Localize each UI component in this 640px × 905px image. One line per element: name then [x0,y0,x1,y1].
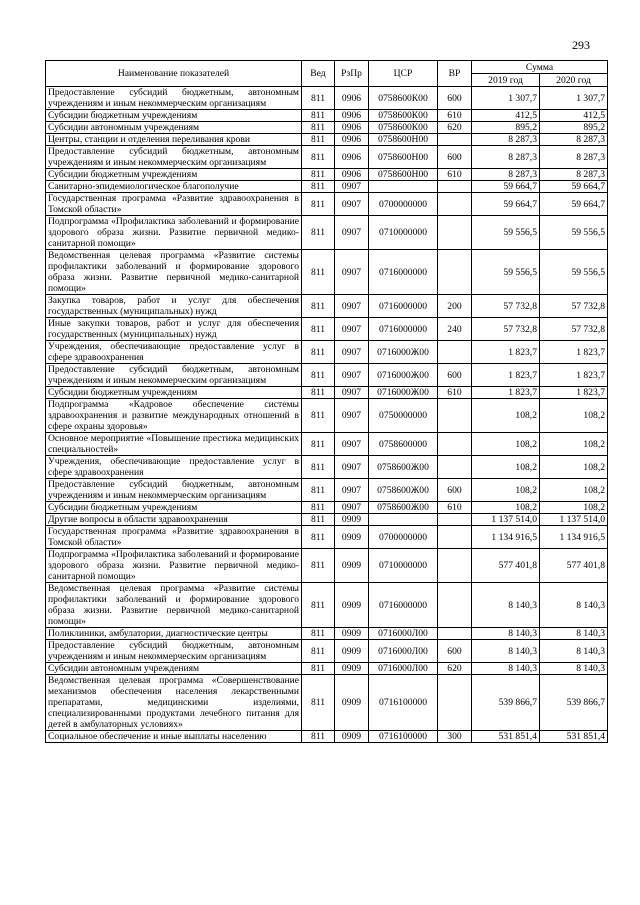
row-csr: 0758600Ж00 [369,456,438,479]
row-sum-2019: 1 823,7 [472,341,540,364]
row-csr: 0716000000 [369,250,438,295]
row-name: Субсидии бюджетным учреждениям [46,169,302,181]
row-name: Предоставление субсидий бюджетным, автономным учреждениям и иным некоммерческим организациям [46,146,302,169]
row-sum-2020: 59 556,5 [540,250,608,295]
row-name: Субсидии автономным учреждениям [46,122,302,134]
row-vr: 620 [438,663,472,675]
table-row [46,514,608,526]
table-row [46,663,608,675]
row-ved: 811 [302,399,335,433]
header-csr: ЦСР [369,61,438,87]
table-row [46,122,608,134]
row-sum-2019: 1 823,7 [472,387,540,399]
row-rzpr: 0907 [335,399,369,433]
row-sum-2019: 1 307,7 [472,87,540,110]
row-sum-2019: 108,2 [472,479,540,502]
row-csr: 0716000000 [369,318,438,341]
row-ved: 811 [302,250,335,295]
row-ved: 811 [302,295,335,318]
row-ved: 811 [302,169,335,181]
table-row [46,250,608,295]
row-ved: 811 [302,387,335,399]
row-vr: 200 [438,295,472,318]
row-ved: 811 [302,216,335,250]
header-vr: ВР [438,61,472,87]
row-rzpr: 0907 [335,479,369,502]
row-ved: 811 [302,87,335,110]
row-sum-2020: 8 140,3 [540,663,608,675]
row-sum-2020: 57 732,8 [540,295,608,318]
row-name: Предоставление субсидий бюджетным, автономным учреждениям и иным некоммерческим организациям [46,479,302,502]
row-csr: 0716000000 [369,295,438,318]
row-sum-2020: 412,5 [540,110,608,122]
table-row [46,526,608,549]
row-ved: 811 [302,364,335,387]
table-row [46,549,608,583]
row-csr: 0710000000 [369,216,438,250]
table-row [46,295,608,318]
header-year-2019: 2019 год [472,74,540,87]
row-ved: 811 [302,628,335,640]
row-csr: 0716000Л00 [369,640,438,663]
row-vr: 600 [438,87,472,110]
row-ved: 811 [302,341,335,364]
row-sum-2020: 8 287,3 [540,134,608,146]
row-sum-2019: 895,2 [472,122,540,134]
row-sum-2020: 108,2 [540,479,608,502]
row-sum-2019: 539 866,7 [472,675,540,731]
row-rzpr: 0909 [335,514,369,526]
row-sum-2020: 108,2 [540,456,608,479]
row-sum-2019: 108,2 [472,502,540,514]
row-csr: 0758600К00 [369,122,438,134]
row-name: Субсидии бюджетным учреждениям [46,502,302,514]
row-csr: 0758600000 [369,433,438,456]
row-sum-2020: 577 401,8 [540,549,608,583]
row-name: Социальное обеспечение и иные выплаты населению [46,731,302,743]
row-sum-2019: 1 823,7 [472,364,540,387]
row-sum-2020: 1 823,7 [540,341,608,364]
row-sum-2019: 8 140,3 [472,640,540,663]
table-row [46,387,608,399]
row-vr: 600 [438,364,472,387]
row-sum-2019: 57 732,8 [472,295,540,318]
row-csr: 0716100000 [369,675,438,731]
row-ved: 811 [302,663,335,675]
row-ved: 811 [302,526,335,549]
row-csr: 0758600К00 [369,110,438,122]
row-name: Подпрограмма «Кадровое обеспечение системы здравоохранения и развитие международных отношений в сфере охраны здоровья» [46,399,302,433]
row-sum-2019: 59 664,7 [472,181,540,193]
row-sum-2019: 8 287,3 [472,134,540,146]
row-sum-2019: 1 137 514,0 [472,514,540,526]
row-name: Предоставление субсидий бюджетным, автономным учреждениям и иным некоммерческим организациям [46,364,302,387]
row-sum-2020: 8 287,3 [540,169,608,181]
table-row [46,433,608,456]
table-row [46,169,608,181]
row-name: Поликлиники, амбулатории, диагностические центры [46,628,302,640]
row-csr: 0716000Ж00 [369,341,438,364]
row-rzpr: 0907 [335,181,369,193]
row-csr: 0700000000 [369,526,438,549]
row-rzpr: 0907 [335,364,369,387]
row-csr: 0716000000 [369,583,438,628]
row-vr: 610 [438,169,472,181]
row-rzpr: 0906 [335,110,369,122]
row-vr [438,250,472,295]
row-name: Предоставление субсидий бюджетным, автономным учреждениям и иным некоммерческим организациям [46,640,302,663]
row-rzpr: 0907 [335,341,369,364]
row-csr: 0758600Ж00 [369,502,438,514]
row-csr: 0758600Н00 [369,146,438,169]
row-vr [438,526,472,549]
table-row [46,675,608,731]
row-name: Ведомственная целевая программа «Развитие системы профилактики заболеваний и формирование здорового образа жизни. Развитие первичной медико-санитарной помощи» [46,583,302,628]
row-ved: 811 [302,549,335,583]
row-sum-2020: 1 307,7 [540,87,608,110]
table-row [46,502,608,514]
row-sum-2019: 59 556,5 [472,250,540,295]
row-rzpr: 0909 [335,628,369,640]
row-rzpr: 0907 [335,250,369,295]
row-vr [438,134,472,146]
table-row [46,134,608,146]
row-csr: 0758600Н00 [369,169,438,181]
row-vr: 610 [438,387,472,399]
row-sum-2019: 108,2 [472,399,540,433]
header-rzpr: РзПр [335,61,369,87]
header-sum: Сумма [472,61,608,74]
row-name: Государственная программа «Развитие здравоохранения в Томской области» [46,526,302,549]
row-ved: 811 [302,146,335,169]
row-sum-2019: 8 140,3 [472,583,540,628]
row-rzpr: 0907 [335,433,369,456]
row-vr [438,433,472,456]
row-vr: 600 [438,479,472,502]
row-csr: 0758600К00 [369,87,438,110]
row-sum-2020: 1 823,7 [540,387,608,399]
header-year-2020: 2020 год [540,74,608,87]
row-ved: 811 [302,181,335,193]
table-row [46,110,608,122]
row-rzpr: 0907 [335,456,369,479]
row-sum-2020: 59 664,7 [540,181,608,193]
row-ved: 811 [302,502,335,514]
row-vr [438,456,472,479]
row-csr [369,514,438,526]
row-ved: 811 [302,318,335,341]
row-rzpr: 0909 [335,549,369,583]
row-sum-2019: 8 287,3 [472,146,540,169]
row-vr: 610 [438,502,472,514]
row-sum-2020: 539 866,7 [540,675,608,731]
row-name: Основное мероприятие «Повышение престижа медицинских специальностей» [46,433,302,456]
row-name: Субсидии бюджетным учреждениям [46,387,302,399]
row-rzpr: 0907 [335,193,369,216]
table-row [46,479,608,502]
row-sum-2019: 8 140,3 [472,628,540,640]
row-ved: 811 [302,110,335,122]
row-rzpr: 0907 [335,318,369,341]
row-name: Другие вопросы в области здравоохранения [46,514,302,526]
row-vr: 300 [438,731,472,743]
row-sum-2020: 1 823,7 [540,364,608,387]
row-sum-2020: 108,2 [540,502,608,514]
table-row [46,628,608,640]
row-name: Центры, станции и отделения переливания крови [46,134,302,146]
row-rzpr: 0907 [335,502,369,514]
row-vr [438,341,472,364]
row-vr [438,675,472,731]
row-name: Ведомственная целевая программа «Развитие системы профилактики заболеваний и формирование здорового образа жизни. Развитие первичной медико-санитарной помощи» [46,250,302,295]
row-name: Предоставление субсидий бюджетным, автономным учреждениям и иным некоммерческим организациям [46,87,302,110]
row-vr: 620 [438,122,472,134]
row-name: Государственная программа «Развитие здравоохранения в Томской области» [46,193,302,216]
table-row [46,341,608,364]
row-csr: 0750000000 [369,399,438,433]
row-sum-2020: 108,2 [540,433,608,456]
row-sum-2020: 59 664,7 [540,193,608,216]
table-header [46,61,608,87]
table-row [46,87,608,110]
row-sum-2020: 531 851,4 [540,731,608,743]
row-rzpr: 0909 [335,640,369,663]
row-sum-2020: 8 140,3 [540,640,608,663]
row-sum-2020: 8 140,3 [540,583,608,628]
row-rzpr: 0906 [335,122,369,134]
row-sum-2019: 108,2 [472,456,540,479]
row-csr: 0710000000 [369,549,438,583]
row-sum-2020: 108,2 [540,399,608,433]
table-row [46,216,608,250]
table-row [46,146,608,169]
row-ved: 811 [302,514,335,526]
row-ved: 811 [302,433,335,456]
row-csr: 0758600Н00 [369,134,438,146]
row-vr [438,549,472,583]
row-sum-2019: 59 556,5 [472,216,540,250]
table-row [46,193,608,216]
row-vr [438,216,472,250]
row-sum-2020: 8 140,3 [540,628,608,640]
row-name: Учреждения, обеспечивающие предоставление услуг в сфере здравоохранения [46,341,302,364]
row-sum-2019: 531 851,4 [472,731,540,743]
row-rzpr: 0906 [335,134,369,146]
row-rzpr: 0907 [335,295,369,318]
row-vr [438,514,472,526]
row-rzpr: 0909 [335,675,369,731]
row-rzpr: 0907 [335,216,369,250]
row-name: Подпрограмма «Профилактика заболеваний и формирование здорового образа жизни. Развитие первичной медико-санитарной помощи» [46,549,302,583]
row-rzpr: 0906 [335,169,369,181]
row-csr [369,181,438,193]
row-name: Иные закупки товаров, работ и услуг для обеспечения государственных (муниципальных) нужд [46,318,302,341]
row-csr: 0716000Л00 [369,628,438,640]
row-rzpr: 0909 [335,731,369,743]
row-rzpr: 0909 [335,526,369,549]
row-sum-2019: 412,5 [472,110,540,122]
row-name: Учреждения, обеспечивающие предоставление услуг в сфере здравоохранения [46,456,302,479]
row-name: Субсидии автономным учреждениям [46,663,302,675]
row-ved: 811 [302,193,335,216]
row-ved: 811 [302,134,335,146]
row-ved: 811 [302,583,335,628]
row-name: Подпрограмма «Профилактика заболеваний и формирование здорового образа жизни. Развитие первичной медико-санитарной помощи» [46,216,302,250]
row-sum-2019: 577 401,8 [472,549,540,583]
row-vr [438,628,472,640]
row-sum-2020: 1 137 514,0 [540,514,608,526]
budget-table [45,60,608,743]
row-name: Ведомственная целевая программа «Совершенствование механизмов обеспечения населения лекарственными препаратами, медицинскими изделиями, специализированными продуктами лечебного питания для детей в амбулаторных условиях» [46,675,302,731]
row-ved: 811 [302,479,335,502]
row-sum-2020: 895,2 [540,122,608,134]
row-sum-2020: 59 556,5 [540,216,608,250]
row-vr: 240 [438,318,472,341]
row-name: Закупка товаров, работ и услуг для обеспечения государственных (муниципальных) нужд [46,295,302,318]
row-sum-2020: 1 134 916,5 [540,526,608,549]
row-vr: 600 [438,146,472,169]
row-ved: 811 [302,122,335,134]
row-sum-2019: 59 664,7 [472,193,540,216]
row-vr [438,181,472,193]
row-rzpr: 0909 [335,663,369,675]
page-number: 293 [572,38,590,52]
row-vr [438,399,472,433]
row-name: Субсидии бюджетным учреждениям [46,110,302,122]
row-csr: 0716000Л00 [369,663,438,675]
row-vr: 610 [438,110,472,122]
table-row [46,181,608,193]
row-ved: 811 [302,731,335,743]
row-rzpr: 0907 [335,387,369,399]
row-rzpr: 0906 [335,146,369,169]
row-sum-2019: 57 732,8 [472,318,540,341]
row-rzpr: 0906 [335,87,369,110]
row-csr: 0716000Ж00 [369,387,438,399]
row-csr: 0716000Ж00 [369,364,438,387]
row-ved: 811 [302,640,335,663]
row-csr: 0700000000 [369,193,438,216]
row-vr [438,583,472,628]
row-ved: 811 [302,675,335,731]
table-row [46,399,608,433]
row-csr: 0758600Ж00 [369,479,438,502]
table-row [46,640,608,663]
row-sum-2020: 57 732,8 [540,318,608,341]
row-rzpr: 0909 [335,583,369,628]
row-sum-2020: 8 287,3 [540,146,608,169]
row-vr [438,193,472,216]
header-name: Наименование показателей [46,61,302,87]
row-vr: 600 [438,640,472,663]
header-ved: Вед [302,61,335,87]
row-sum-2019: 8 287,3 [472,169,540,181]
row-sum-2019: 8 140,3 [472,663,540,675]
row-csr: 0716100000 [369,731,438,743]
table-body [46,87,608,743]
table-row [46,731,608,743]
row-sum-2019: 1 134 916,5 [472,526,540,549]
table-row [46,456,608,479]
table-row [46,583,608,628]
table-row [46,318,608,341]
row-sum-2019: 108,2 [472,433,540,456]
row-ved: 811 [302,456,335,479]
row-name: Санитарно-эпидемиологическое благополучие [46,181,302,193]
table-row [46,364,608,387]
